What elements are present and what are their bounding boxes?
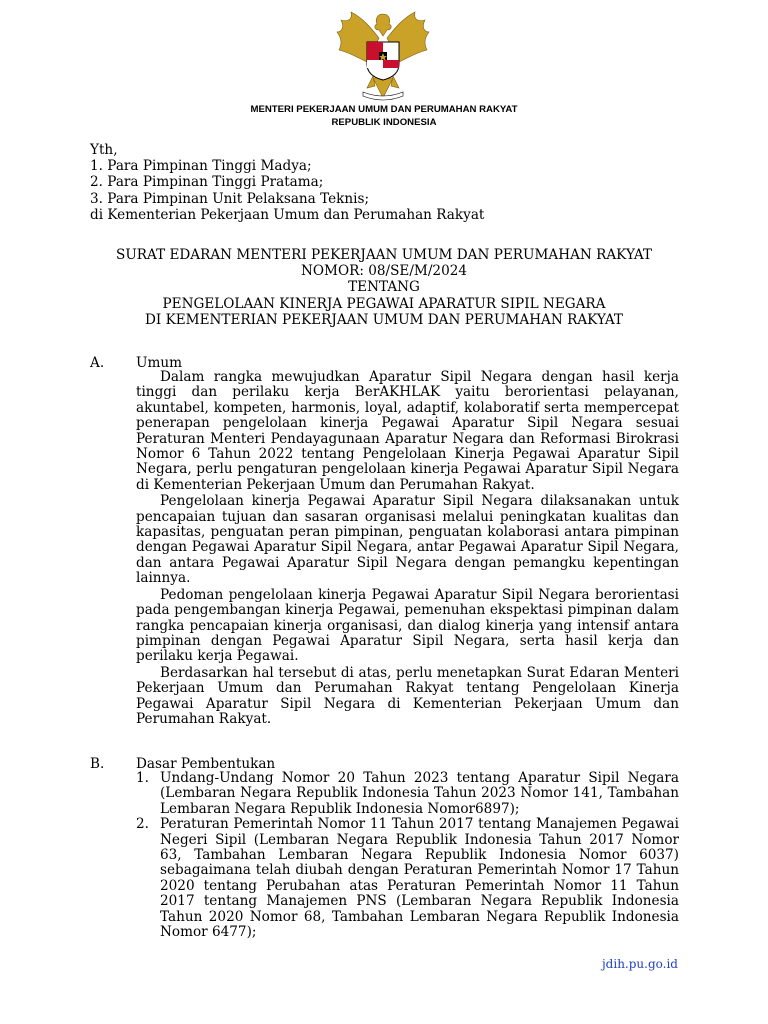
title-line: DI KEMENTERIAN PEKERJAAN UMUM DAN PERUMAHAN RAKYAT xyxy=(144,311,623,328)
document-title xyxy=(0,247,768,328)
addressee-block xyxy=(90,142,484,223)
addressee-line: 1. Para Pimpinan Tinggi Madya; xyxy=(90,158,312,175)
addressee-line: 2. Para Pimpinan Tinggi Pratama; xyxy=(90,174,324,191)
list-item-text: Undang-Undang Nomor 20 Tahun 2023 tentang Aparatur Sipil Negara (Lembaran Negara Republik Indonesia Tahun 2023 Nomor 141, Tambahan Lembaran Negara Republik Indonesia Nomor6897); xyxy=(160,770,679,817)
addressee-line: 3. Para Pimpinan Unit Pelaksana Teknis; xyxy=(90,190,370,207)
paragraph: Dalam rangka mewujudkan Aparatur Sipil Negara dengan hasil kerja tinggi dan perilaku kerja BerAKHLAK yaitu berorientasi pelayanan, akuntabel, kompeten, harmonis, loyal, adaptif, kolaboratif serta mempercepat penerapan pengelolaan kinerja Pegawai Aparatur Sipil Negara sesuai Peraturan Menteri Pendayagunaan Aparatur Negara dan Reformasi Birokrasi Nomor 6 Tahun 2022 tentang Pengelolaan Kinerja Pegawai Aparatur Sipil Negara, perlu pengaturan pengelolaan kinerja Pegawai Aparatur Sipil Negara di Kementerian Pekerjaan Umum dan Perumahan Rakyat. xyxy=(136,369,679,493)
footer-site-link[interactable]: jdih.pu.go.id xyxy=(601,957,678,971)
title-line: TENTANG xyxy=(348,279,420,296)
list-item-text: Peraturan Pemerintah Nomor 11 Tahun 2017 tentang Manajemen Pegawai Negeri Sipil (Lembaran Negara Republik Indonesia Tahun 2017 Nomor 63, Tambahan Lembaran Negara Republik Indonesia Nomor 6037) sebagaimana telah diubah dengan Peraturan Pemerintah Nomor 17 Tahun 2020 tentang Perubahan atas Peraturan Pemerintah Nomor 11 Tahun 2017 tentang Manajemen PNS (Lembaran Negara Republik Indonesia Tahun 2020 Nomor 68, Tambahan Lembaran Negara Republik Indonesia Nomor 6477); xyxy=(160,816,679,941)
addressee-line: Yth, xyxy=(90,142,118,158)
title-line: PENGELOLAAN KINERJA PEGAWAI APARATUR SIPIL NEGARA xyxy=(162,295,606,312)
addressee-line: di Kementerian Pekerjaan Umum dan Perumahan Rakyat xyxy=(90,206,485,223)
section-a-heading: Umum xyxy=(136,355,182,371)
list-item-number: 2. xyxy=(136,816,149,833)
list-item xyxy=(136,817,679,940)
title-line: SURAT EDARAN MENTERI PEKERJAAN UMUM DAN PERUMAHAN RAKYAT xyxy=(116,247,652,263)
section-b-letter: B. xyxy=(90,756,105,772)
garuda-emblem-icon xyxy=(333,8,433,104)
paragraph: Pedoman pengelolaan kinerja Pegawai Aparatur Sipil Negara berorientasi pada pengembangan kinerja Pegawai, pemenuhan ekspektasi pimpinan dalam rangka pencapaian kinerja organisasi, dan dialog kinerja yang intensif antara pimpinan dengan Pegawai Aparatur Sipil Negara, serta hasil kerja dan perilaku kerja Pegawai. xyxy=(136,586,679,665)
section-a-body xyxy=(136,370,679,728)
letterhead-ministry: MENTERI PEKERJAAN UMUM DAN PERUMAHAN RAKYAT xyxy=(250,104,518,115)
paragraph: Pengelolaan kinerja Pegawai Aparatur Sipil Negara dilaksanakan untuk pencapaian tujuan dan sasaran organisasi melalui peningkatan kualitas dan kapasitas, penguatan peran pimpinan, penguatan kolaborasi antara pimpinan dengan Pegawai Aparatur Sipil Negara, antar Pegawai Aparatur Sipil Negara, dan antara Pegawai Aparatur Sipil Negara dengan pemangku kepentingan lainnya. xyxy=(136,493,679,587)
paragraph: Berdasarkan hal tersebut di atas, perlu menetapkan Surat Edaran Menteri Pekerjaan Umum dan Perumahan Rakyat tentang Pengelolaan Kinerja Pegawai Aparatur Sipil Negara di Kementerian Pekerjaan Umum dan Perumahan Rakyat. xyxy=(136,664,679,727)
list-item xyxy=(136,771,679,817)
section-a-letter: A. xyxy=(90,355,105,371)
legal-basis-list xyxy=(136,771,679,940)
list-item-number: 1. xyxy=(136,770,149,786)
title-number: NOMOR: 08/SE/M/2024 xyxy=(300,263,468,280)
letterhead-country: REPUBLIK INDONESIA xyxy=(331,117,437,128)
section-b-heading: Dasar Pembentukan xyxy=(136,756,276,772)
